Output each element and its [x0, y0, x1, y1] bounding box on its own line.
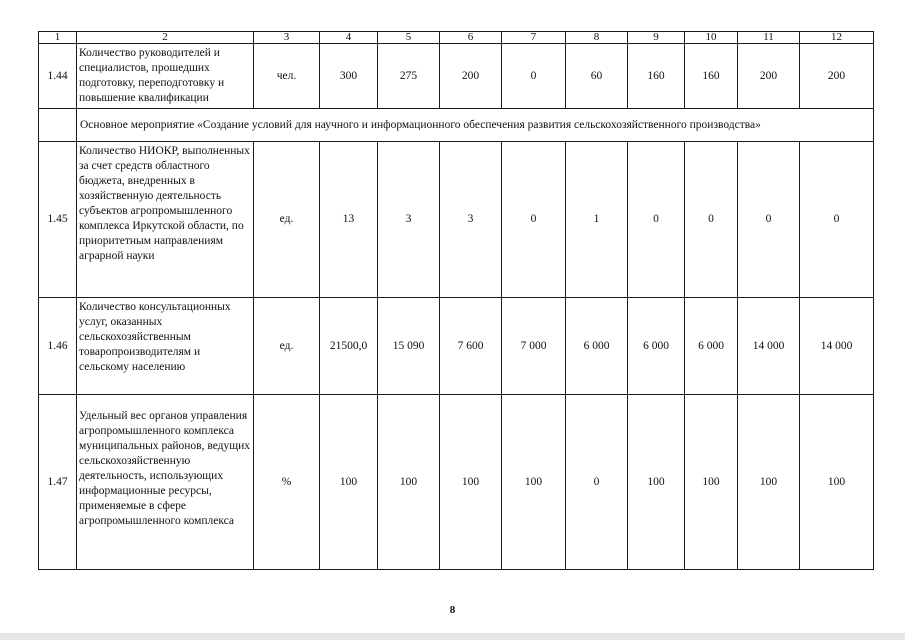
indicator-name: Количество НИОКР, выполненных за счет средств областного бюджета, внедренных в хозяйственную деятельность субъектов агропромышленного комплекса Иркутской области, по приоритетным направлениям аграрной науки — [77, 142, 254, 298]
row-number: 1.44 — [39, 44, 77, 109]
value-cell: 0 — [738, 142, 800, 298]
value-cell: 14 000 — [738, 298, 800, 395]
value-cell: 100 — [378, 395, 440, 570]
value-cell: 300 — [320, 44, 378, 109]
value-cell: 0 — [800, 142, 874, 298]
value-cell: 160 — [628, 44, 685, 109]
unit-cell: чел. — [254, 44, 320, 109]
value-cell: 160 — [685, 44, 738, 109]
column-number: 6 — [440, 32, 502, 44]
column-number: 12 — [800, 32, 874, 44]
value-cell: 100 — [685, 395, 738, 570]
unit-cell: ед. — [254, 142, 320, 298]
table-row — [39, 395, 874, 570]
table-row — [39, 44, 874, 109]
value-cell: 100 — [440, 395, 502, 570]
value-cell: 0 — [502, 44, 566, 109]
table-row — [39, 298, 874, 395]
value-cell: 6 000 — [628, 298, 685, 395]
column-number: 7 — [502, 32, 566, 44]
column-number-row — [39, 32, 874, 44]
value-cell: 100 — [738, 395, 800, 570]
row-number: 1.46 — [39, 298, 77, 395]
unit-cell: % — [254, 395, 320, 570]
value-cell: 60 — [566, 44, 628, 109]
value-cell: 200 — [440, 44, 502, 109]
value-cell: 200 — [738, 44, 800, 109]
value-cell: 6 000 — [566, 298, 628, 395]
indicator-name: Удельный вес органов управления агропромышленного комплекса муниципальных районов, ведущих сельскохозяйственную деятельность, использующих информационные ресурсы, применяемые в сфере агропромышленного комплекса — [77, 395, 254, 570]
column-number: 4 — [320, 32, 378, 44]
value-cell: 0 — [566, 395, 628, 570]
column-number: 11 — [738, 32, 800, 44]
page-number: 8 — [449, 604, 456, 616]
value-cell: 0 — [685, 142, 738, 298]
section-number-cell — [39, 109, 77, 142]
value-cell: 6 000 — [685, 298, 738, 395]
section-row — [39, 109, 874, 142]
indicator-name: Количество консультационных услуг, оказанных сельскохозяйственным товаропроизводителям и сельскому населению — [77, 298, 254, 395]
value-cell: 3 — [440, 142, 502, 298]
indicator-name: Количество руководителей и специалистов, прошедших подготовку, переподготовку и повышение квалификации — [77, 44, 254, 109]
value-cell: 275 — [378, 44, 440, 109]
value-cell: 3 — [378, 142, 440, 298]
value-cell: 200 — [800, 44, 874, 109]
column-number: 5 — [378, 32, 440, 44]
value-cell: 15 090 — [378, 298, 440, 395]
value-cell: 21500,0 — [320, 298, 378, 395]
column-number: 2 — [77, 32, 254, 44]
value-cell: 0 — [502, 142, 566, 298]
column-number: 3 — [254, 32, 320, 44]
indicators-table — [38, 31, 874, 570]
value-cell: 1 — [566, 142, 628, 298]
row-number: 1.47 — [39, 395, 77, 570]
value-cell: 13 — [320, 142, 378, 298]
value-cell: 7 000 — [502, 298, 566, 395]
unit-cell: ед. — [254, 298, 320, 395]
value-cell: 0 — [628, 142, 685, 298]
value-cell: 100 — [800, 395, 874, 570]
section-title: Основное мероприятие «Создание условий для научного и информационного обеспечения развития сельскохозяйственного производства» — [77, 109, 874, 142]
column-number: 9 — [628, 32, 685, 44]
column-number: 8 — [566, 32, 628, 44]
bottom-scan-edge — [0, 633, 905, 640]
column-number: 1 — [39, 32, 77, 44]
table-row — [39, 142, 874, 298]
value-cell: 7 600 — [440, 298, 502, 395]
value-cell: 100 — [628, 395, 685, 570]
column-number: 10 — [685, 32, 738, 44]
row-number: 1.45 — [39, 142, 77, 298]
value-cell: 100 — [502, 395, 566, 570]
value-cell: 14 000 — [800, 298, 874, 395]
value-cell: 100 — [320, 395, 378, 570]
